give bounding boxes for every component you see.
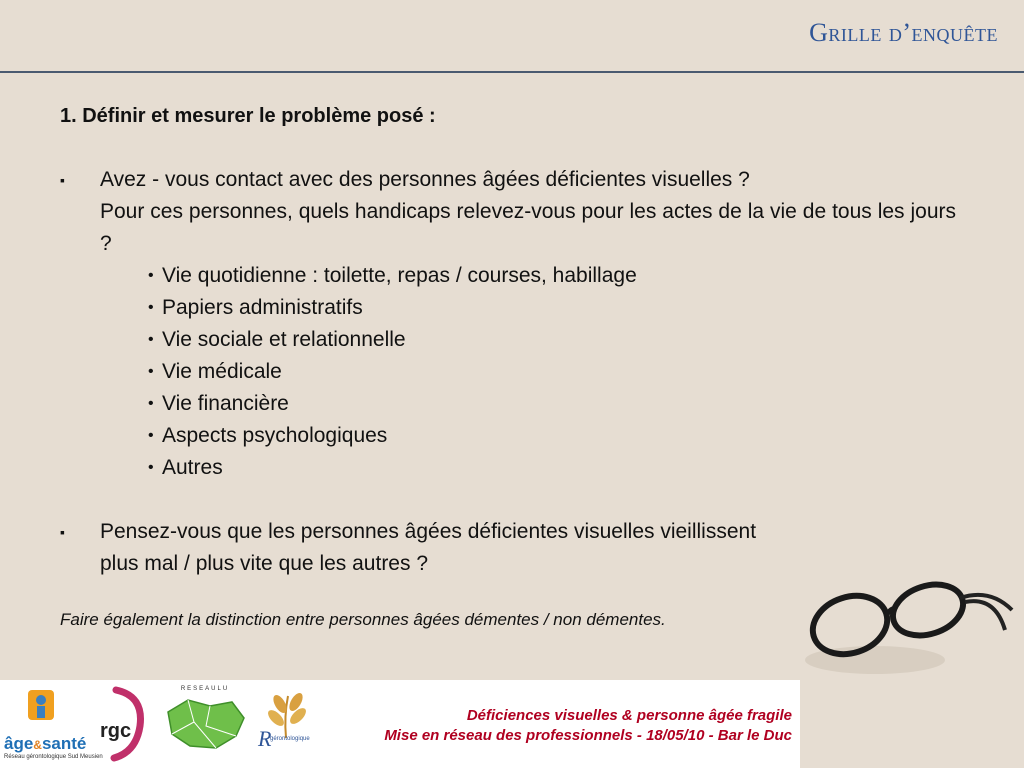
region-map-icon	[160, 692, 250, 754]
question-1-subtext: Pour ces personnes, quels handicaps relevez-vous pour les actes de la vie de tous les jours ?	[100, 200, 956, 255]
title-divider	[0, 71, 1024, 73]
square-bullet-icon: ▪	[60, 524, 65, 540]
section-heading: 1. Définir et mesurer le problème posé :	[60, 105, 436, 127]
italic-note: Faire également la distinction entre personnes âgées démentes / non démentes.	[60, 610, 666, 629]
list-item: • Papiers administratifs	[148, 292, 956, 324]
list-item: • Vie sociale et relationnelle	[148, 324, 956, 356]
list-item: • Vie médicale	[148, 356, 956, 388]
list-item: • Vie quotidienne : toilette, repas / courses, habillage	[148, 260, 956, 292]
reseau-label: RESEAULU	[180, 686, 230, 692]
handicap-list	[100, 260, 956, 484]
footer-side-panel	[800, 680, 1024, 768]
footer-line-2: Mise en réseau des professionnels - 18/05/10 - Bar le Duc	[384, 727, 792, 744]
question-2-line-1: Pensez-vous que les personnes âgées déficientes visuelles vieillissent	[100, 520, 757, 543]
r-caption: gérontologique	[270, 736, 310, 742]
reseau-map-logo	[160, 686, 250, 762]
rgc-logo	[96, 686, 156, 762]
age-sante-emblem-icon	[4, 686, 84, 730]
slide-title: Grille d’enquête	[809, 18, 998, 47]
age-sante-amp: &	[33, 738, 42, 752]
list-item: • Aspects psychologiques	[148, 420, 956, 452]
age-sante-word1: âge	[4, 734, 34, 753]
question-2-line-2: plus mal / plus vite que les autres ?	[100, 552, 429, 575]
footer-caption	[384, 706, 792, 746]
list-item: • Vie financière	[148, 388, 956, 420]
question-1	[60, 164, 956, 484]
age-sante-logo	[4, 686, 103, 762]
footer-line-1: Déficiences visuelles & personne âgée fragile	[466, 707, 792, 724]
age-sante-caption: Réseau gérontologique Sud Meusien	[4, 754, 103, 760]
question-1-text: Avez - vous contact avec des personnes âgées déficientes visuelles ?	[100, 168, 750, 191]
age-sante-word2: santé	[41, 734, 87, 753]
r-mark: R	[258, 726, 272, 751]
square-bullet-icon: ▪	[60, 172, 65, 188]
r-gerontologique-logo	[254, 686, 318, 762]
slide-content	[60, 100, 956, 636]
list-item: • Autres	[148, 452, 956, 484]
eyeglasses-icon	[800, 570, 1020, 680]
rgc-wordmark: rgc	[100, 720, 132, 742]
